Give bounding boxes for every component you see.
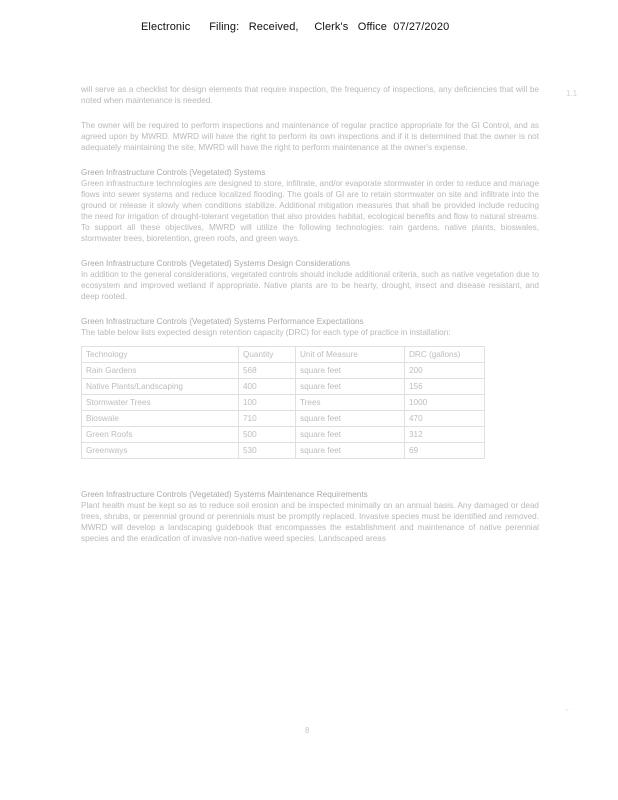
table-cell: 69 [405,443,485,459]
table-cell: 568 [239,363,296,379]
table-cell: square feet [296,379,405,395]
table-cell: Trees [296,395,405,411]
page-number: 8 [305,726,310,735]
heading-performance-expectations: Green Infrastructure Controls (Vegetated) Systems Performance Expectations [81,317,364,326]
table-header-cell: Unit of Measure [296,347,405,363]
table-cell: 156 [405,379,485,395]
table-row [82,379,485,395]
table-header-cell: Technology [82,347,239,363]
margin-mark-bottom: ′ ˙ [566,708,573,717]
table-cell: Green Roofs [82,427,239,443]
stamp-clerks: Clerk's [314,21,349,33]
stamp-received: Received, [248,21,299,33]
electronic-filing-stamp [141,21,449,33]
document-body [81,84,539,558]
paragraph-gi-technologies: Green infrastructure technologies are designed to store, infiltrate, and/or evaporate stormwater in order to reduce and manage flows into sewer systems and reduce localized flooding. The goals of GI are to retain stormwater on site and infiltrate into the ground or release it slowly when conditions stabilize. Additional mitigation measures that shall be provided include reducing the need for irrigation of drought-tolerant vegetation that also provides habitat, ecological benefits and flow to natural streams. To support all these objectives, MWRD will utilize the following technologies: rain gardens, native plants, bioswales, stormwater trees, bioretention, green roofs, and green ways. [81,179,539,243]
table-cell: 530 [239,443,296,459]
paragraph-checklist: will serve as a checklist for design elements that require inspection, the frequency of inspections, any deficiencies that will be noted when maintenance is needed. [81,85,539,105]
table-cell: Greenways [82,443,239,459]
performance-table [81,346,485,459]
table-header-cell: Quantity [239,347,296,363]
stamp-filing: Filing: [209,21,240,33]
table-cell: square feet [296,443,405,459]
table-row [82,395,485,411]
table-cell: square feet [296,411,405,427]
heading-design-considerations: Green Infrastructure Controls (Vegetated) Systems Design Considerations [81,259,350,268]
table-cell: 470 [405,411,485,427]
table-cell: square feet [296,427,405,443]
table-cell: Stormwater Trees [82,395,239,411]
margin-mark-top: 1.1 [566,89,578,98]
table-cell: square feet [296,363,405,379]
paragraph-performance-table-intro: The table below lists expected design retention capacity (DRC) for each type of practice in installation: [81,328,451,337]
table-cell: 710 [239,411,296,427]
table-cell: Native Plants/Landscaping [82,379,239,395]
table-cell: 500 [239,427,296,443]
stamp-electronic: Electronic [141,21,191,33]
table-cell: 400 [239,379,296,395]
table-cell: 1000 [405,395,485,411]
table-cell: Rain Gardens [82,363,239,379]
paragraph-maintenance-requirements: Plant health must be kept so as to reduce soil erosion and be inspected minimally on an annual basis. Any damaged or dead trees, shrubs, or perennial ground or perennials must be promptly replaced. Invasive species must be identified and removed. MWRD will develop a landscaping guidebook that encompasses the establishment and maintenance of native perennial species and the eradication of invasive non-native weed species. Landscaped areas [81,501,539,543]
heading-gi-systems: Green Infrastructure Controls (Vegetated) Systems [81,168,266,177]
table-row [82,411,485,427]
heading-maintenance-requirements: Green Infrastructure Controls (Vegetated) Systems Maintenance Requirements [81,490,368,499]
table-cell: 100 [239,395,296,411]
paragraph-design-considerations: In addition to the general considerations, vegetated controls should include additional criteria, such as native vegetation due to ecosystem and improved wetland if appropriate. Native plants are to be hearty, drought, insect and disease resistant, and deep rooted. [81,270,539,301]
table-row [82,443,485,459]
table-row [82,427,485,443]
table-row [82,363,485,379]
paragraph-owner-inspection: The owner will be required to perform inspections and maintenance of regular practice appropriate for the GI Control, and as agreed upon by MWRD. MWRD will have the right to perform its own inspections and if it is determined that the owner is not adequately maintaining the site, MWRD will have the right to perform maintenance at the owner's expense. [81,121,539,152]
table-cell: Bioswale [82,411,239,427]
table-header-row [82,347,485,363]
stamp-date: 07/27/2020 [393,21,450,33]
table-cell: 200 [405,363,485,379]
table-header-cell: DRC (gallons) [405,347,485,363]
stamp-office: Office [357,21,387,33]
table-cell: 312 [405,427,485,443]
